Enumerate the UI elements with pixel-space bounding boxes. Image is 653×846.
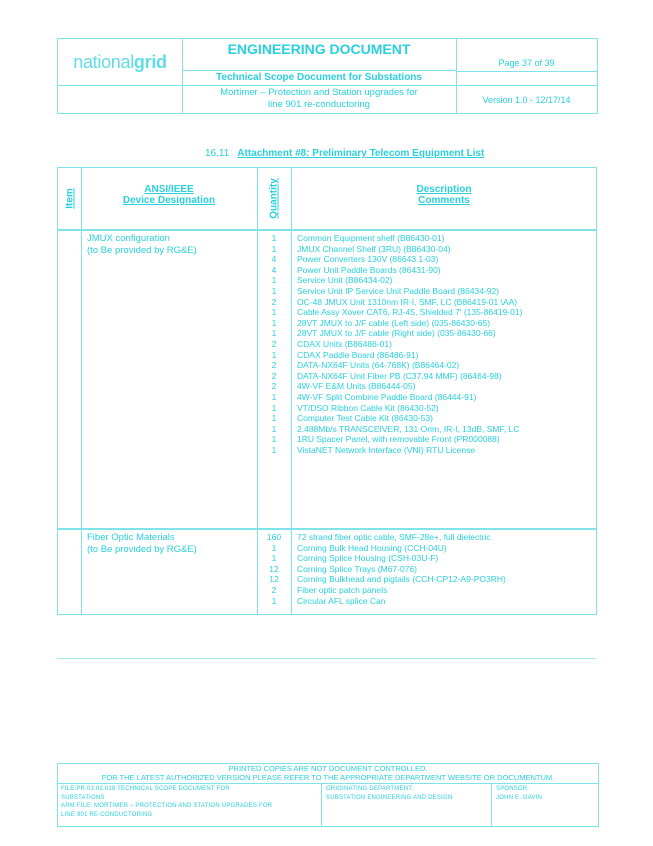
row-quantity: 12 [269, 574, 279, 585]
header-designation-line2: Device Designation [122, 195, 216, 206]
row-quantity: 1 [271, 307, 277, 318]
row-quantity: 1 [271, 391, 277, 402]
header-designation [81, 184, 257, 206]
dept-line2: SUBSTATION ENGINEERING AND DESIGN [326, 794, 453, 801]
sponsor-line2: JOHN E. GAVIN [496, 794, 543, 801]
row-description: 1RU Spacer Panel, with removable Front (PR000088) [297, 434, 500, 445]
row-description: Corning Splice Housing (CSH-03U-F) [297, 553, 439, 564]
row-description: 2.488Mb/s TRANSCEIVER, 131 Onm, IR-I, 13dB, SMF, LC [297, 423, 520, 434]
row-quantity: 1 [271, 595, 277, 606]
row-quantity: 1 [271, 349, 277, 360]
header-item: Item [64, 188, 76, 209]
row-quantity: 2 [271, 381, 277, 392]
row-quantity: 160 [266, 532, 282, 542]
originating-department [326, 785, 489, 802]
control-notice-line2: FOR THE LATEST AUTHORIZED VERSION PLEASE REFER TO THE APPROPRIATE DEPARTMENT WEBSITE OR DOCUMENTUM. [101, 773, 555, 782]
row-description: 72 strand fiber optic cable, SMF-28e+, full dielectric [297, 532, 491, 542]
group-name-line2: (to Be provided by RG&E) [87, 544, 197, 555]
header-description-line2: Comments [418, 195, 470, 206]
quantity-column-fiber [257, 532, 291, 606]
row-quantity: 1 [271, 275, 277, 286]
sponsor [496, 785, 596, 802]
quantity-column-jmux [257, 233, 291, 455]
row-quantity: 2 [271, 296, 277, 307]
project-title [182, 87, 456, 111]
row-description: DATA-NX64F Unit Fiber PB (C37.94 MMF) (86464-98) [297, 370, 502, 381]
row-quantity: 12 [269, 563, 279, 574]
section-title: Attachment #8: Preliminary Telecom Equipment List [237, 148, 485, 159]
header-description [291, 184, 597, 206]
header-designation-line1: ANSI/IEEE [144, 184, 194, 195]
row-description: 4W-VF Split Combine Paddle Board (86444-91) [297, 391, 477, 402]
page-number: Page 37 of 39 [498, 58, 555, 68]
sponsor-line1: SPONSOR: [496, 786, 530, 792]
row-description: CDAX Paddle Board (86486-91) [297, 349, 419, 360]
header-description-line1: Description [416, 184, 472, 195]
row-description: Corning Bulkhead and pigtails (CCH-CP12-A9-PO3RH) [297, 574, 506, 585]
row-description: Computer Test Cable Kit (86430-53) [297, 413, 433, 424]
row-quantity: 1 [271, 317, 277, 328]
row-quantity: 1 [271, 243, 277, 254]
version-info: Version 1.0 - 12/17/14 [482, 95, 571, 105]
equipment-table [57, 167, 597, 615]
group-name-fiber [87, 532, 197, 556]
row-quantity: 2 [271, 584, 277, 595]
group-name-line1: Fiber Optic Materials [87, 532, 175, 543]
group-name-jmux [87, 233, 197, 257]
footer-divider [57, 658, 596, 659]
group-name-line2: (to Be provided by RG&E) [87, 245, 197, 256]
row-description: Corning Bulk Head Housing (CCH-04U) [297, 542, 447, 553]
project-title-line1: Mortimer – Protection and Station upgrades for [220, 87, 418, 98]
file-line1: FILE:PR.03.02.018 TECHNICAL SCOPE DOCUMENT FOR [61, 786, 230, 792]
header-quantity: Quantity [268, 178, 280, 219]
row-description: VT/DSO Ribbon Cable Kit (86430-52) [297, 402, 439, 413]
row-description: Power Unit Paddle Boards (86431-90) [297, 264, 441, 275]
project-title-line2: line 901 re-conductoring [268, 99, 370, 110]
row-quantity: 1 [271, 285, 277, 296]
row-description: Common Equipment shelf (B86430-01) [297, 233, 445, 243]
row-description: OC-48 JMUX Unit 1310nm IR-I, SMF, LC (B86419-01 \AA) [297, 296, 518, 307]
row-description: Cable Assy Xover CAT6, RJ-45, Shielded 7' (135-86419-01) [297, 307, 523, 318]
row-quantity: 1 [271, 434, 277, 445]
row-description: Fiber optic patch panels [297, 584, 388, 595]
group-name-line1: JMUX configuration [87, 233, 170, 244]
file-line3: ARM FILE: MORTIMER – PROTECTION AND STATION UPGRADES FOR [61, 803, 273, 809]
description-column-fiber [297, 532, 595, 606]
row-description: Service Unit IP Service Unit Paddle Board (86434-92) [297, 285, 500, 296]
company-logo [58, 39, 182, 85]
logo-suffix: grid [133, 51, 167, 72]
row-description: Corning Splice Trays (M67-076) [297, 563, 417, 574]
file-line2: SUBSTATIONS [61, 794, 105, 801]
document-header [57, 38, 598, 114]
row-description: CDAX Units (B86486-01) [297, 338, 392, 349]
row-description: 28VT JMUX to J/F cable (Left side) (035-86430-65) [297, 317, 491, 328]
row-description: Power Converters 130V (86643 1-03) [297, 254, 439, 265]
file-line4: LINE 901 RE-CONDUCTORING [61, 811, 153, 818]
row-description: JMUX Channel Shelf (3RU) (B86430-04) [297, 243, 451, 254]
row-quantity: 4 [271, 264, 277, 275]
row-quantity: 2 [271, 370, 277, 381]
row-quantity: 1 [271, 233, 277, 243]
description-column-jmux [297, 233, 595, 455]
row-quantity: 1 [271, 413, 277, 424]
row-quantity: 1 [271, 423, 277, 434]
row-description: 28VT JMUX to J/F cable (Right side) (035-86430-66) [297, 328, 496, 339]
section-heading [205, 148, 484, 159]
row-quantity: 2 [271, 338, 277, 349]
section-number: 16.11 [205, 148, 230, 159]
row-quantity: 1 [271, 444, 277, 455]
row-description: Service Unit (B86434-02) [297, 275, 393, 286]
row-quantity: 1 [271, 328, 277, 339]
row-quantity: 1 [271, 553, 277, 564]
row-quantity: 2 [271, 360, 277, 371]
row-quantity: 1 [271, 542, 277, 553]
document-subtitle: Technical Scope Document for Substations [216, 72, 422, 83]
row-description: 4W-VF E&M Units (B86444-05) [297, 381, 416, 392]
dept-line1: ORIGINATING DEPARTMENT: [326, 786, 414, 792]
control-notice-line1: PRINTED COPIES ARE NOT DOCUMENT CONTROLLED. [228, 764, 428, 773]
row-description: Circular AFL splice Can [297, 595, 386, 606]
row-quantity: 4 [271, 254, 277, 265]
document-footer [57, 763, 599, 827]
row-description: VistaNET Network Interface (VNI) RTU License [297, 444, 476, 455]
file-reference [61, 785, 319, 819]
logo-prefix: national [73, 51, 134, 72]
row-quantity: 1 [271, 402, 277, 413]
row-description: DATA-NX64F Units (64-768K) (B86464-02) [297, 360, 460, 371]
document-title: ENGINEERING DOCUMENT [227, 41, 411, 57]
